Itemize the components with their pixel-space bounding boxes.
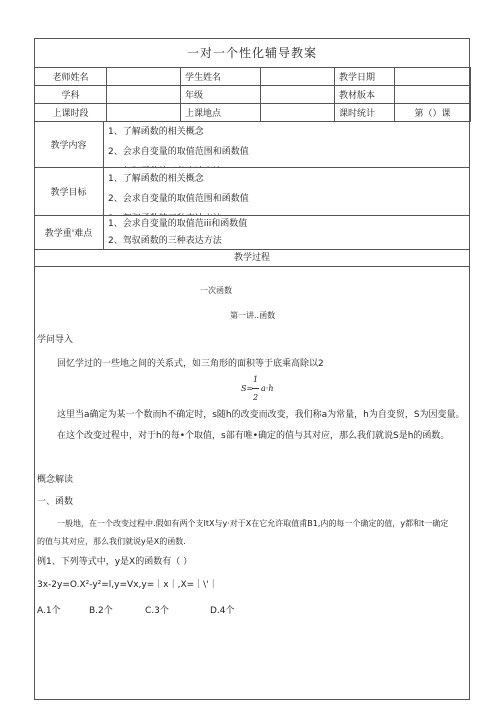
- list-item: 1、了解函数的相关概念: [108, 174, 204, 184]
- formula-ah: a·h: [261, 384, 274, 393]
- example-equations: 3x-2y=O.X²-y²=l,y=Vx,y=｜x｜,X=｜\'｜: [37, 580, 218, 590]
- key-points-items: [108, 216, 470, 249]
- label-class-location: 上课地点: [181, 104, 261, 122]
- definition-line-2: 的值与其对应，那么我们就说y是X的函数.: [37, 537, 186, 546]
- value-teacher-name[interactable]: [107, 68, 181, 86]
- value-subject[interactable]: [107, 86, 181, 104]
- example-question: 例1、下列等式中，y是X的函数有（ ）: [37, 557, 193, 567]
- section-function-heading: 一、函数: [37, 497, 74, 507]
- label-lesson-count: 课时统计: [335, 104, 395, 122]
- formula-numerator: 1: [253, 375, 259, 384]
- label-teaching-date: 教学日期: [335, 68, 395, 86]
- label-class-time: 上课时段: [35, 104, 107, 122]
- formula-denominator: 2: [253, 393, 259, 402]
- option-b: B.2个: [89, 606, 113, 616]
- info-row-teacher: [35, 68, 471, 86]
- doc-title: 一对一个性化辅导教案: [34, 38, 470, 68]
- list-item: 2、驾驭函数的三种表达方法: [108, 236, 222, 246]
- value-class-location[interactable]: [261, 104, 335, 122]
- section-teaching-content: [34, 121, 470, 168]
- value-teaching-date[interactable]: [395, 68, 471, 86]
- value-grade[interactable]: [261, 86, 335, 104]
- option-d: D.4个: [210, 606, 235, 616]
- list-item: [108, 162, 470, 167]
- chapter-title: 一次函数: [200, 286, 232, 295]
- paragraph-function-definition: 在这个改变过程中，对于h的每•个取值，s部有唯•确定的值与其对应，那么我们就说S是h的函数。: [57, 431, 450, 441]
- info-table: [34, 67, 471, 122]
- list-item: 1、了解函数的相关概念: [108, 127, 204, 137]
- option-a: A.1个: [37, 606, 61, 616]
- label-textbook-version: 教材版本: [335, 86, 395, 104]
- info-row-session: [35, 104, 471, 122]
- section-key-points: [34, 216, 470, 250]
- triangle-area-formula: [238, 377, 278, 405]
- label-subject: 学科: [35, 86, 107, 104]
- value-class-time[interactable]: [107, 104, 181, 122]
- value-student-name[interactable]: [261, 68, 335, 86]
- intro-text: 回忆学过的一些地之间的关系式，如三角形的面积等于底乘高除以2: [57, 359, 324, 369]
- teaching-content-label: 教学内容: [34, 121, 104, 167]
- teaching-process-header: 教学过程: [34, 250, 470, 267]
- concept-heading: 概念解读: [37, 475, 74, 485]
- formula-s: S=: [241, 384, 254, 393]
- label-teacher-name: 老师姓名: [35, 68, 107, 86]
- paragraph-constant-variable: 这里当a确定为某一个数而h不确定时，s随h的改变而改变，我们称a为常量，h为自变贸，S为因变量。: [57, 410, 465, 420]
- label-grade: 年级: [181, 86, 261, 104]
- key-points-label: 教学重'难点: [34, 216, 104, 249]
- teaching-goals-label: 教学目标: [34, 168, 104, 215]
- section-teaching-goals: [34, 168, 470, 216]
- intro-heading: 学问导入: [37, 335, 74, 345]
- teaching-goals-items: [108, 169, 470, 215]
- list-item: 2、会求自变量的取值范围和函数值: [108, 147, 249, 157]
- value-lesson-count[interactable]: 第（）课: [395, 104, 471, 122]
- option-c: C.3个: [145, 606, 169, 616]
- lecture-title: 第一讲..函数: [230, 311, 276, 320]
- label-student-name: 学生姓名: [181, 68, 261, 86]
- list-item: 1、会求自变量的取值范iii和函数值: [108, 219, 248, 229]
- info-row-subject: [35, 86, 471, 104]
- fraction-bar: [252, 388, 259, 389]
- list-item: [108, 209, 470, 215]
- value-textbook-version[interactable]: [395, 86, 471, 104]
- teaching-content-items: [108, 122, 470, 167]
- definition-line-1: 一般地，在一个改变过程中.假如有两个支ItX与y·对于X在它允许取值甫B1,内的每一个确定的值，y都和t一确定: [57, 519, 449, 528]
- list-item: 2、会求自变量的取值范围和函数值: [108, 194, 249, 204]
